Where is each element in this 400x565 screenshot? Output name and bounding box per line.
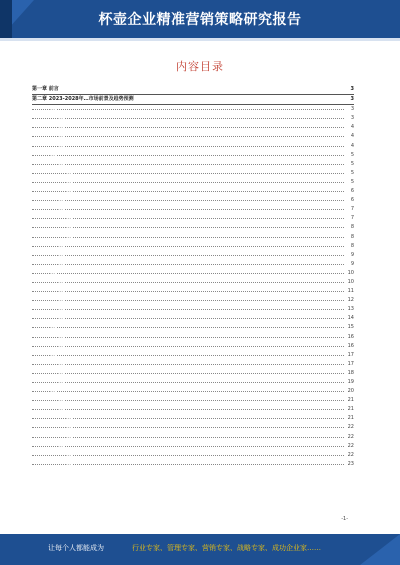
toc-entry[interactable] — [32, 405, 354, 414]
toc-entry-page: 13 — [344, 305, 354, 314]
footer-slogan-left: 让每个人都能成为 — [48, 544, 104, 552]
toc-entry-page: 20 — [344, 387, 354, 396]
toc-leader-dots — [32, 337, 344, 338]
toc-entry[interactable] — [32, 414, 354, 423]
toc-heading: 内容目录 — [176, 60, 224, 73]
toc-entry-page: 21 — [344, 405, 354, 414]
toc-leader-dots — [32, 309, 344, 310]
toc-entry-label: … — [58, 333, 63, 340]
toc-entry-label: … — [66, 178, 71, 185]
toc-leader-dots — [32, 364, 344, 365]
toc-entry[interactable] — [32, 251, 354, 260]
toc-entry[interactable] — [32, 242, 354, 251]
toc-entry-page: 5 — [344, 151, 354, 160]
toc-entry-page: 7 — [344, 214, 354, 223]
toc-entry-label: … — [58, 251, 63, 258]
toc-entry[interactable] — [32, 105, 354, 114]
toc-entry-page: 3 — [344, 105, 354, 114]
toc-entry-label: … — [66, 433, 71, 440]
table-of-contents — [32, 85, 354, 469]
toc-leader-dots — [32, 437, 344, 438]
header-banner — [0, 0, 400, 38]
toc-entry[interactable] — [32, 451, 354, 460]
toc-entry-page: 5 — [344, 178, 354, 187]
page-number: -1- — [341, 516, 348, 522]
toc-entry-label: … — [58, 260, 63, 267]
toc-entry-label: … — [58, 360, 63, 367]
toc-entry-page: 15 — [344, 323, 354, 332]
toc-entry-label: … — [50, 324, 55, 331]
toc-entry[interactable] — [32, 260, 354, 269]
toc-entry-page: 14 — [344, 314, 354, 323]
toc-entry-page: 9 — [344, 251, 354, 260]
toc-entry-page: 4 — [344, 123, 354, 132]
toc-leader-dots — [32, 264, 344, 265]
toc-entry-page: 11 — [344, 287, 354, 296]
toc-leader-dots — [32, 146, 344, 147]
toc-entry-label: … — [58, 442, 63, 449]
toc-entry-page: 16 — [344, 342, 354, 351]
toc-entry[interactable] — [32, 187, 354, 196]
toc-leader-dots — [32, 164, 344, 165]
toc-entry-label: … — [58, 124, 63, 131]
toc-entry-page: 10 — [344, 269, 354, 278]
toc-entry-label: 第一章 前言 — [32, 86, 59, 92]
toc-entry-label: … — [66, 451, 71, 458]
toc-entry-page: 21 — [344, 414, 354, 423]
toc-leader-dots — [32, 355, 344, 356]
toc-entry-page: 7 — [344, 205, 354, 214]
toc-entry-page: 17 — [344, 351, 354, 360]
toc-entry-label: … — [58, 242, 63, 249]
document-title: 杯壶企业精准营销策略研究报告 — [98, 12, 302, 28]
toc-entry-page: 3 — [344, 95, 354, 104]
toc-entry[interactable] — [32, 123, 354, 132]
toc-entry[interactable] — [32, 460, 354, 469]
toc-entry-page: 22 — [344, 442, 354, 451]
toc-entry[interactable] — [32, 196, 354, 205]
toc-leader-dots — [32, 464, 344, 465]
toc-entry-label: … — [58, 278, 63, 285]
toc-entry-label: … — [50, 351, 55, 358]
toc-entry-page: 16 — [344, 333, 354, 342]
toc-entry[interactable] — [32, 378, 354, 387]
toc-leader-dots — [32, 418, 344, 419]
toc-entry[interactable] — [32, 387, 354, 396]
toc-entry-page: 22 — [344, 423, 354, 432]
toc-entry[interactable] — [32, 342, 354, 351]
footer-decoration — [360, 534, 400, 565]
toc-leader-dots — [32, 373, 344, 374]
toc-entry[interactable] — [32, 223, 354, 232]
toc-entry[interactable] — [32, 205, 354, 214]
toc-entry[interactable] — [32, 233, 354, 242]
toc-entry-page: 22 — [344, 433, 354, 442]
toc-entry-label: … — [58, 397, 63, 404]
toc-entry[interactable] — [32, 151, 354, 160]
toc-entry-label: … — [58, 133, 63, 140]
toc-entry-label: … — [66, 415, 71, 422]
toc-entry[interactable] — [32, 423, 354, 432]
toc-leader-dots — [32, 391, 344, 392]
toc-entry[interactable] — [32, 333, 354, 342]
toc-leader-dots — [32, 191, 344, 192]
toc-entry-page: 3 — [344, 85, 354, 94]
toc-leader-dots — [32, 218, 344, 219]
toc-leader-dots — [32, 246, 344, 247]
toc-entry-label: … — [58, 288, 63, 295]
toc-entry[interactable] — [32, 142, 354, 151]
toc-leader-dots — [32, 409, 344, 410]
toc-entry-page: 6 — [344, 187, 354, 196]
toc-leader-dots — [32, 446, 344, 447]
toc-entry[interactable] — [32, 214, 354, 223]
toc-entry-label: … — [58, 115, 63, 122]
toc-entry-label: … — [66, 224, 71, 231]
toc-entry-page: 8 — [344, 233, 354, 242]
toc-entry[interactable] — [32, 114, 354, 123]
toc-entry-page: 19 — [344, 378, 354, 387]
toc-entry-label: … — [50, 151, 55, 158]
toc-leader-dots — [32, 182, 344, 183]
toc-leader-dots — [32, 346, 344, 347]
toc-leader-dots — [32, 273, 344, 274]
toc-entry[interactable] — [32, 360, 354, 369]
toc-leader-dots — [32, 400, 344, 401]
toc-entry-page: 4 — [344, 142, 354, 151]
toc-entry-label: … — [58, 142, 63, 149]
toc-entry-label: … — [66, 233, 71, 240]
toc-entry[interactable] — [32, 323, 354, 332]
toc-entry[interactable] — [32, 85, 354, 95]
footer-banner — [0, 534, 400, 565]
toc-leader-dots — [32, 427, 344, 428]
toc-entry-page: 5 — [344, 160, 354, 169]
toc-entry-page: 9 — [344, 260, 354, 269]
toc-entry[interactable] — [32, 269, 354, 278]
toc-leader-dots — [32, 382, 344, 383]
toc-entry-label: 第二章 2023-2028年…市场前景及趋势预测 — [32, 96, 134, 103]
toc-entry-label: … — [66, 460, 71, 467]
toc-entry[interactable] — [32, 169, 354, 178]
toc-leader-dots — [32, 200, 344, 201]
toc-entry-label: … — [50, 106, 55, 113]
toc-leader-dots — [32, 109, 344, 110]
toc-entry[interactable] — [32, 178, 354, 187]
toc-entry-label: … — [58, 369, 63, 376]
toc-entry-label: … — [50, 388, 55, 395]
toc-entry-page: 22 — [344, 451, 354, 460]
toc-entry[interactable] — [32, 278, 354, 287]
toc-leader-dots — [32, 127, 344, 128]
toc-entry-page: 6 — [344, 196, 354, 205]
toc-entry-label: … — [66, 188, 71, 195]
toc-entry[interactable] — [32, 369, 354, 378]
toc-entry-page: 12 — [344, 296, 354, 305]
toc-entry-page: 3 — [344, 114, 354, 123]
toc-entry-page: 23 — [344, 460, 354, 469]
toc-entry[interactable] — [32, 433, 354, 442]
toc-entry-label: … — [58, 206, 63, 213]
toc-entry[interactable] — [32, 396, 354, 405]
toc-entry[interactable] — [32, 305, 354, 314]
toc-entry-page: 5 — [344, 169, 354, 178]
toc-entry[interactable] — [32, 351, 354, 360]
toc-entry-label: … — [66, 169, 71, 176]
toc-entry-label: … — [66, 215, 71, 222]
toc-entry[interactable] — [32, 296, 354, 305]
toc-entry-label: … — [58, 406, 63, 413]
toc-leader-dots — [32, 282, 344, 283]
toc-entry[interactable] — [32, 314, 354, 323]
toc-entry-label: … — [58, 160, 63, 167]
toc-entry-label: … — [58, 342, 63, 349]
toc-leader-dots — [32, 237, 344, 238]
toc-entry-label: … — [58, 379, 63, 385]
toc-leader-dots — [32, 136, 344, 137]
toc-entry-page: 8 — [344, 242, 354, 251]
header-divider — [0, 38, 400, 41]
toc-leader-dots — [32, 327, 344, 328]
toc-leader-dots — [32, 173, 344, 174]
toc-entry[interactable] — [32, 95, 354, 105]
toc-entry-page: 17 — [344, 360, 354, 369]
toc-entry-page: 21 — [344, 396, 354, 405]
toc-entry-label: … — [58, 306, 63, 313]
toc-entry-label: … — [58, 297, 63, 304]
toc-entry-label: … — [58, 197, 63, 204]
toc-entry-label: … — [50, 269, 55, 276]
toc-leader-dots — [32, 155, 344, 156]
toc-entry-page: 8 — [344, 223, 354, 232]
toc-entry-page: 4 — [344, 132, 354, 141]
toc-leader-dots — [32, 118, 344, 119]
toc-entry[interactable] — [32, 442, 354, 451]
footer-slogan-right: 行业专家、管理专家、营销专家、战略专家、成功企业家…… — [132, 544, 321, 552]
toc-leader-dots — [32, 291, 344, 292]
toc-leader-dots — [32, 300, 344, 301]
toc-leader-dots — [32, 255, 344, 256]
toc-entry-page: 18 — [344, 369, 354, 378]
toc-entry[interactable] — [32, 132, 354, 141]
toc-entry-page: 10 — [344, 278, 354, 287]
toc-leader-dots — [32, 227, 344, 228]
toc-leader-dots — [32, 455, 344, 456]
toc-entry[interactable] — [32, 160, 354, 169]
toc-leader-dots — [32, 209, 344, 210]
toc-entry[interactable] — [32, 287, 354, 296]
toc-entry-label: … — [58, 315, 63, 322]
toc-entry-label: … — [66, 424, 71, 431]
toc-leader-dots — [32, 318, 344, 319]
